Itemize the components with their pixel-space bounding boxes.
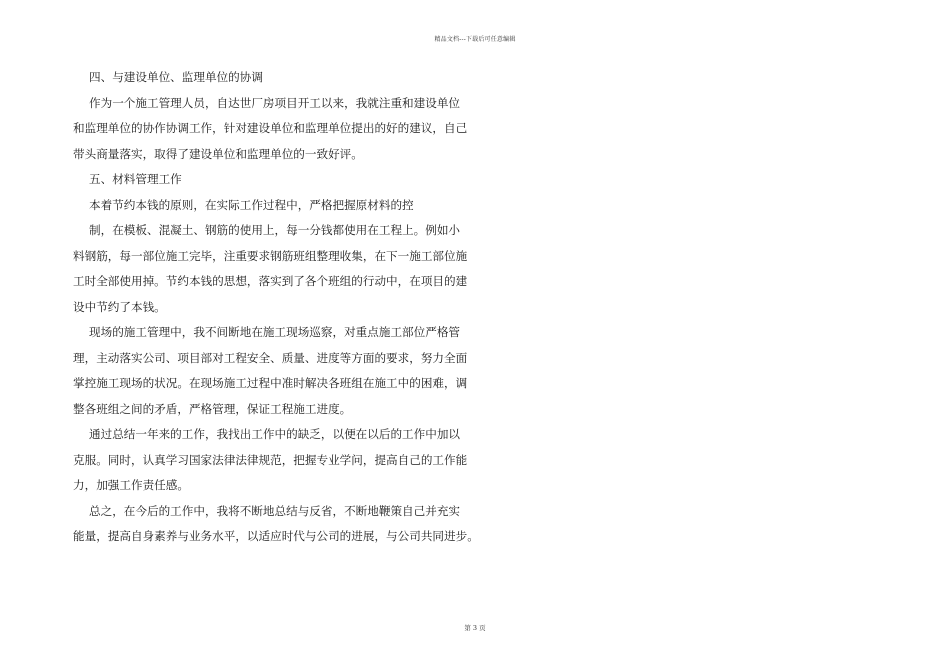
paragraph-line: 制，在模板、混凝土、钢筋的使用上，每一分钱都使用在工程上。例如小 xyxy=(89,223,461,237)
paragraph-line: 理，主动落实公司、项目部对工程安全、质量、进度等方面的要求，努力全面 xyxy=(73,350,468,365)
section-heading-materials: 五、材料管理工作 xyxy=(89,172,182,186)
paragraph-line: 整各班组之间的矛盾，严格管理，保证工程施工进度。 xyxy=(73,401,352,416)
paragraph-line: 和监理单位的协作协调工作，针对建设单位和监理单位提出的好的建议，自己 xyxy=(73,121,468,135)
paragraph-line: 掌控施工现场的状况。在现场施工过程中准时解决各班组在施工中的困难，调 xyxy=(73,376,468,390)
paragraph-line: 力，加强工作责任感。 xyxy=(73,478,189,492)
paragraph-line: 设中节约了本钱。 xyxy=(73,299,166,314)
paragraph-line: 总之，在今后的工作中，我将不断地总结与反省，不断地鞭策自己并充实 xyxy=(89,503,461,518)
paragraph-line: 带头商量落实，取得了建设单位和监理单位的一致好评。 xyxy=(73,146,363,161)
paragraph-line: 本着节约本钱的原则，在实际工作过程中，严格把握原材料的控 xyxy=(89,197,414,212)
paragraph-line: 现场的施工管理中，我不间断地在施工现场巡察，对重点施工部位严格管 xyxy=(89,325,461,339)
page-header: 精品文档---下载后可任意编辑 xyxy=(434,36,516,43)
paragraph-line: 料钢筋，每一部位施工完毕，注重要求钢筋班组整理收集，在下一施工部位施 xyxy=(73,248,468,263)
paragraph-line: 作为一个施工管理人员，自达世厂房项目开工以来，我就注重和建设单位 xyxy=(89,95,461,110)
section-heading-coordination: 四、与建设单位、监理单位的协调 xyxy=(89,70,263,84)
page-number: 第 3 页 xyxy=(464,624,486,632)
paragraph-line: 能量，提高自身素养与业务水平，以适应时代与公司的进展，与公司共同进步。 xyxy=(73,529,479,543)
paragraph-line: 工时全部使用掉。节约本钱的思想，落实到了各个班组的行动中，在项目的建 xyxy=(73,274,468,288)
paragraph-line: 通过总结一年来的工作，我找出工作中的缺乏，以便在以后的工作中加以 xyxy=(89,427,461,441)
paragraph-line: 克服。同时，认真学习国家法律法律规范，把握专业学问，提高自己的工作能 xyxy=(73,452,468,467)
document-body xyxy=(73,65,479,550)
